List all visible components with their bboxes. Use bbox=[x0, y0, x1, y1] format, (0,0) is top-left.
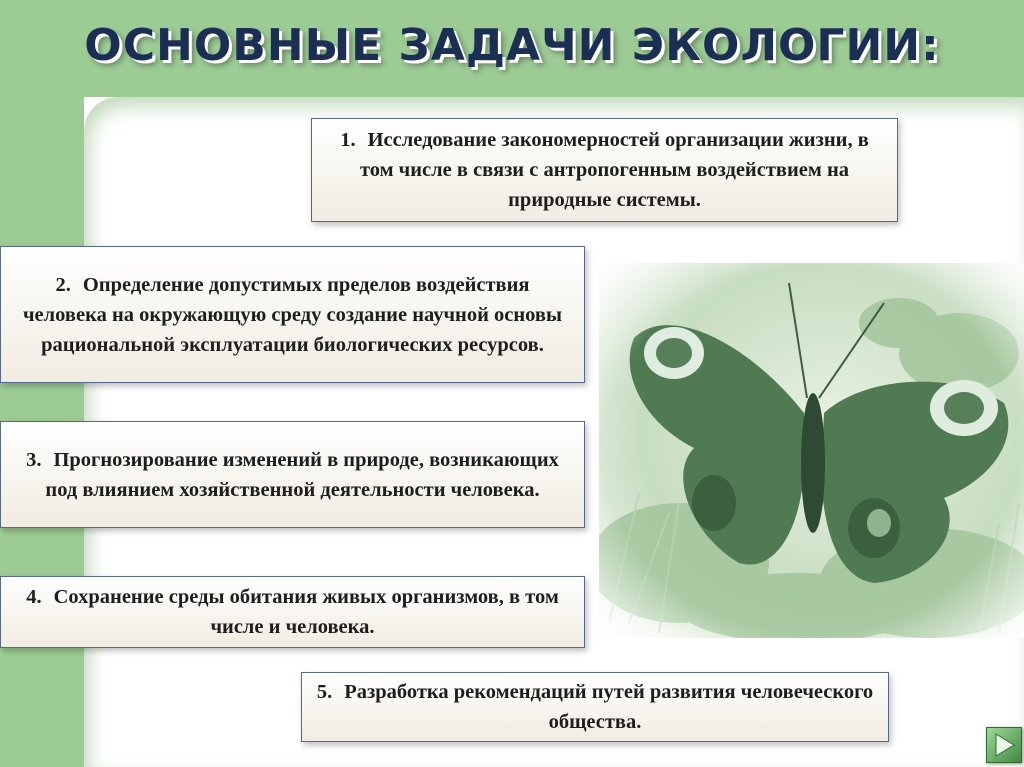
task-box-5 bbox=[301, 672, 889, 742]
slide-title: ОСНОВНЫЕ ЗАДАЧИ ЭКОЛОГИИ: bbox=[84, 20, 940, 71]
butterfly-photo bbox=[599, 263, 1024, 638]
task-number-4: 4. bbox=[26, 586, 42, 608]
task-text-1: Исследование закономерностей организации жизни, в том числе в связи с антропогенным воздействием на природные системы. bbox=[359, 129, 869, 211]
task-box-2 bbox=[0, 246, 585, 383]
task-text-4: Сохранение среды обитания живых организмов, в том числе и человека. bbox=[53, 586, 559, 638]
task-box-3 bbox=[0, 421, 585, 528]
task-number-3: 3. bbox=[26, 448, 42, 471]
task-text-5: Разработка рекомендаций путей развития человеческого общества. bbox=[344, 681, 874, 733]
next-arrow-icon[interactable] bbox=[986, 727, 1022, 763]
task-number-2: 2. bbox=[55, 273, 71, 296]
task-box-1 bbox=[311, 118, 898, 222]
task-number-5: 5. bbox=[316, 681, 333, 703]
task-text-3: Прогнозирование изменений в природе, возникающих под влиянием хозяйственной деятельности человека. bbox=[45, 448, 559, 501]
left-band bbox=[0, 0, 84, 767]
task-number-1: 1. bbox=[340, 129, 356, 151]
task-box-4 bbox=[0, 576, 585, 648]
task-text-2: Определение допустимых пределов воздействия человека на окружающую среду создание научной основы рациональной эксплуатации биологических ресурсов. bbox=[23, 273, 562, 356]
